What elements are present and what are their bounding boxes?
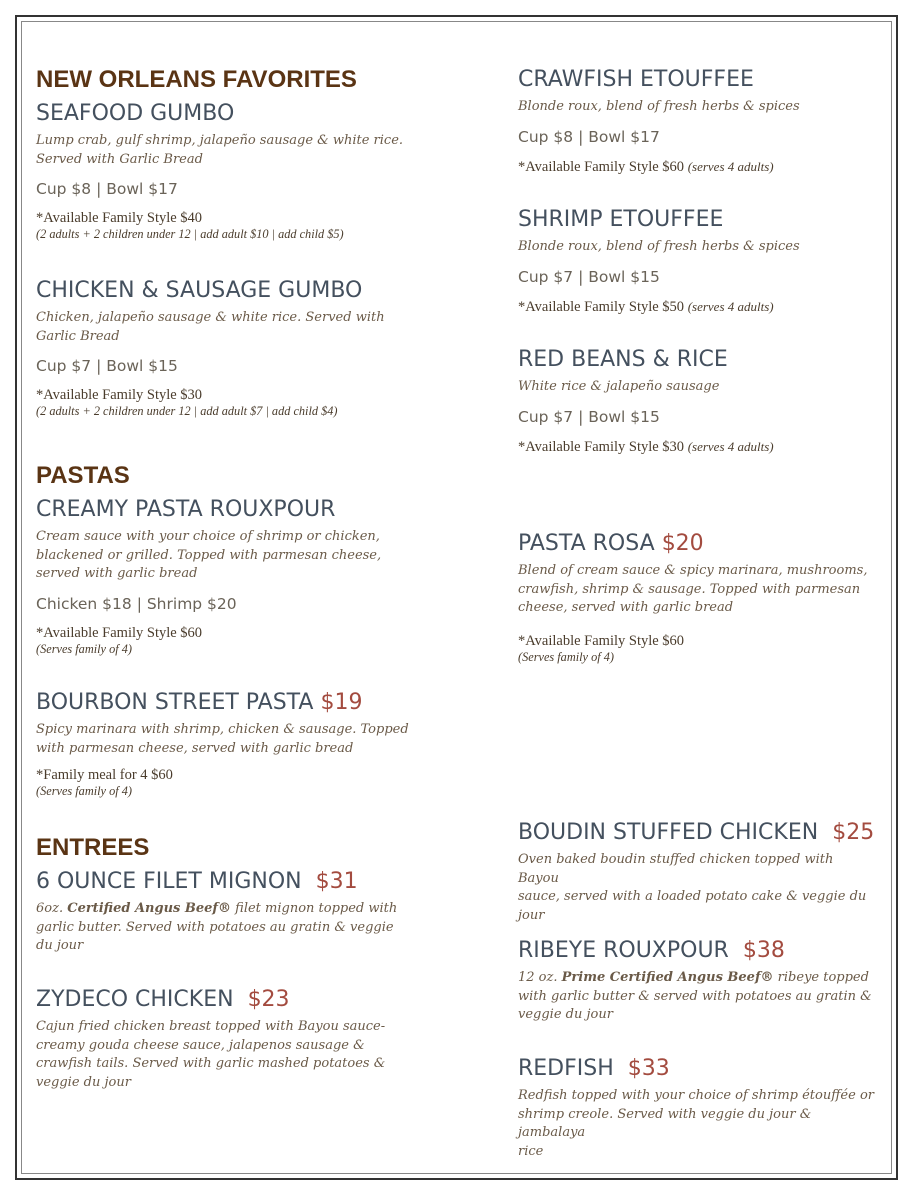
item-title: RIBEYE ROUXPOUR xyxy=(518,938,729,963)
description-text: ribeye topped xyxy=(773,970,869,985)
section-new-orleans-favorites xyxy=(36,67,416,93)
item-name: CHICKEN & SAUSAGE GUMBO xyxy=(36,278,363,303)
item-description xyxy=(36,528,416,584)
menu-item-zydeco-chicken xyxy=(36,987,416,1092)
item-price: $33 xyxy=(627,1056,670,1081)
family-style-note: *Available Family Style $30 xyxy=(36,387,203,403)
family-style-detail: (Serves family of 4) xyxy=(36,784,132,798)
item-title: ZYDECO CHICKEN xyxy=(36,987,234,1012)
item-description: Blonde roux, blend of fresh herbs & spices xyxy=(518,239,800,254)
item-name: SEAFOOD GUMBO xyxy=(36,101,235,126)
description-line: veggie du jour xyxy=(36,1074,131,1090)
description-line: Blend of cream sauce & spicy marinara, mushrooms, xyxy=(518,563,868,578)
description-line: Garlic Bread xyxy=(36,328,120,344)
description-line: veggie du jour xyxy=(518,1007,613,1022)
serves-text: (serves 4 adults) xyxy=(687,438,774,454)
description-text: 12 oz. xyxy=(518,970,562,985)
item-price: $38 xyxy=(742,938,785,963)
description-line: sauce, served with a loaded potato cake & veggie du xyxy=(518,889,867,904)
description-line: crawfish tails. Served with garlic mashed potatoes & xyxy=(36,1056,386,1071)
section-pastas xyxy=(36,463,416,489)
description-line: with garlic butter & served with potatoes au gratin & xyxy=(518,988,872,1004)
section-entrees xyxy=(36,835,416,861)
item-name: SHRIMP ETOUFFEE xyxy=(518,207,724,232)
menu-item-creamy-pasta-rouxpour xyxy=(36,497,416,657)
item-description xyxy=(518,969,878,1025)
item-price: $19 xyxy=(320,690,363,715)
item-name xyxy=(518,1056,878,1082)
menu-item-chicken-sausage-gumbo xyxy=(36,278,416,419)
description-line: shrimp creole. Served with veggie du jour & jambalaya xyxy=(518,1106,812,1140)
family-style-note xyxy=(518,438,878,456)
menu-item-seafood-gumbo xyxy=(36,101,416,242)
family-style-detail: (Serves family of 4) xyxy=(518,649,614,664)
item-price: $31 xyxy=(315,869,358,894)
menu-item-pasta-rosa xyxy=(518,531,878,665)
item-title: REDFISH xyxy=(518,1056,614,1081)
description-line: garlic butter. Served with potatoes au gratin & veggie xyxy=(36,919,394,935)
item-price: $20 xyxy=(661,531,704,556)
family-style-text: *Available Family Style $50 xyxy=(518,298,688,315)
description-line: Cream sauce with your choice of shrimp or chicken, xyxy=(36,529,380,544)
item-name xyxy=(36,690,416,716)
family-style-note: *Available Family Style $40 xyxy=(36,210,203,226)
description-line: cheese, served with garlic bread xyxy=(518,600,734,615)
item-name xyxy=(36,869,416,895)
item-price: Cup $7 | Bowl $15 xyxy=(518,407,660,426)
item-description xyxy=(518,1087,878,1161)
description-line: creamy gouda cheese sauce, jalapenos sausage & xyxy=(36,1037,365,1053)
description-line: Chicken, jalapeño sausage & white rice. Served with xyxy=(36,310,385,325)
item-name xyxy=(36,987,416,1013)
item-description xyxy=(36,900,416,956)
item-description xyxy=(36,721,416,758)
description-line: crawfish, shrimp & sausage. Topped with parmesan xyxy=(518,581,861,597)
menu-item-bourbon-street-pasta xyxy=(36,690,416,799)
item-description: White rice & jalapeño sausage xyxy=(518,379,720,394)
description-line: Served with Garlic Bread xyxy=(36,151,203,167)
description-line: served with garlic bread xyxy=(36,566,198,581)
section-heading: ENTREES xyxy=(36,834,150,861)
item-price: $23 xyxy=(247,987,290,1012)
family-style-note: *Family meal for 4 $60 xyxy=(36,767,173,783)
family-style-note xyxy=(518,158,878,176)
description-text: filet mignon topped with xyxy=(231,901,398,916)
item-title: PASTA ROSA xyxy=(518,531,655,556)
brand-text: Certified Angus Beef® xyxy=(67,901,232,916)
item-name: CREAMY PASTA ROUXPOUR xyxy=(36,497,336,522)
menu-item-red-beans-rice xyxy=(518,347,878,456)
item-description xyxy=(36,309,416,346)
description-line: Oven baked boudin stuffed chicken topped with Bayou xyxy=(518,852,834,886)
item-description xyxy=(36,1018,416,1092)
family-style-note: *Available Family Style $60 xyxy=(518,632,685,649)
section-heading: NEW ORLEANS FAVORITES xyxy=(36,66,357,93)
menu-item-shrimp-etouffee xyxy=(518,207,878,316)
menu-item-crawfish-etouffee xyxy=(518,67,878,176)
description-line: Lump crab, gulf shrimp, jalapeño sausage & white rice. xyxy=(36,133,404,148)
item-name: RED BEANS & RICE xyxy=(518,347,728,372)
description-line: jour xyxy=(518,907,545,923)
item-description xyxy=(518,562,878,618)
menu-item-filet-mignon xyxy=(36,869,416,956)
description-text: 6oz. xyxy=(36,901,68,916)
item-name xyxy=(518,938,878,964)
item-description xyxy=(518,851,878,925)
item-description: Blonde roux, blend of fresh herbs & spices xyxy=(518,99,800,114)
family-style-text: *Available Family Style $60 xyxy=(518,158,688,175)
item-description xyxy=(36,132,416,169)
item-price: Cup $8 | Bowl $17 xyxy=(36,180,178,198)
item-name xyxy=(518,820,878,846)
brand-text: Prime Certified Angus Beef® xyxy=(561,970,774,985)
description-line: Redfish topped with your choice of shrimp étouffée or xyxy=(518,1088,874,1103)
description-line: du jour xyxy=(36,938,84,953)
item-name xyxy=(518,531,878,557)
item-price: $25 xyxy=(832,820,875,845)
description-line: Spicy marinara with shrimp, chicken & sausage. Topped xyxy=(36,722,409,737)
family-style-note: *Available Family Style $60 xyxy=(36,624,203,641)
serves-text: (serves 4 adults) xyxy=(687,298,774,314)
family-style-detail: (2 adults + 2 children under 12 | add adult $7 | add child $4) xyxy=(36,404,338,418)
item-price: Cup $7 | Bowl $15 xyxy=(36,357,178,375)
item-name: CRAWFISH ETOUFFEE xyxy=(518,67,754,92)
item-title: BOUDIN STUFFED CHICKEN xyxy=(518,820,819,845)
serves-text: (serves 4 adults) xyxy=(687,158,774,174)
item-title: BOURBON STREET PASTA xyxy=(36,690,314,715)
section-heading: PASTAS xyxy=(36,462,130,489)
description-line: Cajun fried chicken breast topped with Bayou sauce- xyxy=(36,1019,386,1034)
family-style-detail: (2 adults + 2 children under 12 | add adult $10 | add child $5) xyxy=(36,227,344,241)
menu-item-ribeye-rouxpour xyxy=(518,938,878,1025)
item-title: 6 OUNCE FILET MIGNON xyxy=(36,869,302,894)
item-price: Chicken $18 | Shrimp $20 xyxy=(36,594,237,613)
item-price: Cup $8 | Bowl $17 xyxy=(518,127,660,146)
family-style-detail: (Serves family of 4) xyxy=(36,641,132,656)
family-style-text: *Available Family Style $30 xyxy=(518,438,688,455)
family-style-note xyxy=(518,298,878,316)
description-line: rice xyxy=(518,1143,544,1159)
description-line: with parmesan cheese, served with garlic bread xyxy=(36,740,354,756)
item-price: Cup $7 | Bowl $15 xyxy=(518,267,660,286)
menu-item-redfish xyxy=(518,1056,878,1161)
menu-item-boudin-stuffed-chicken xyxy=(518,820,878,925)
description-line: blackened or grilled. Topped with parmesan cheese, xyxy=(36,547,382,563)
